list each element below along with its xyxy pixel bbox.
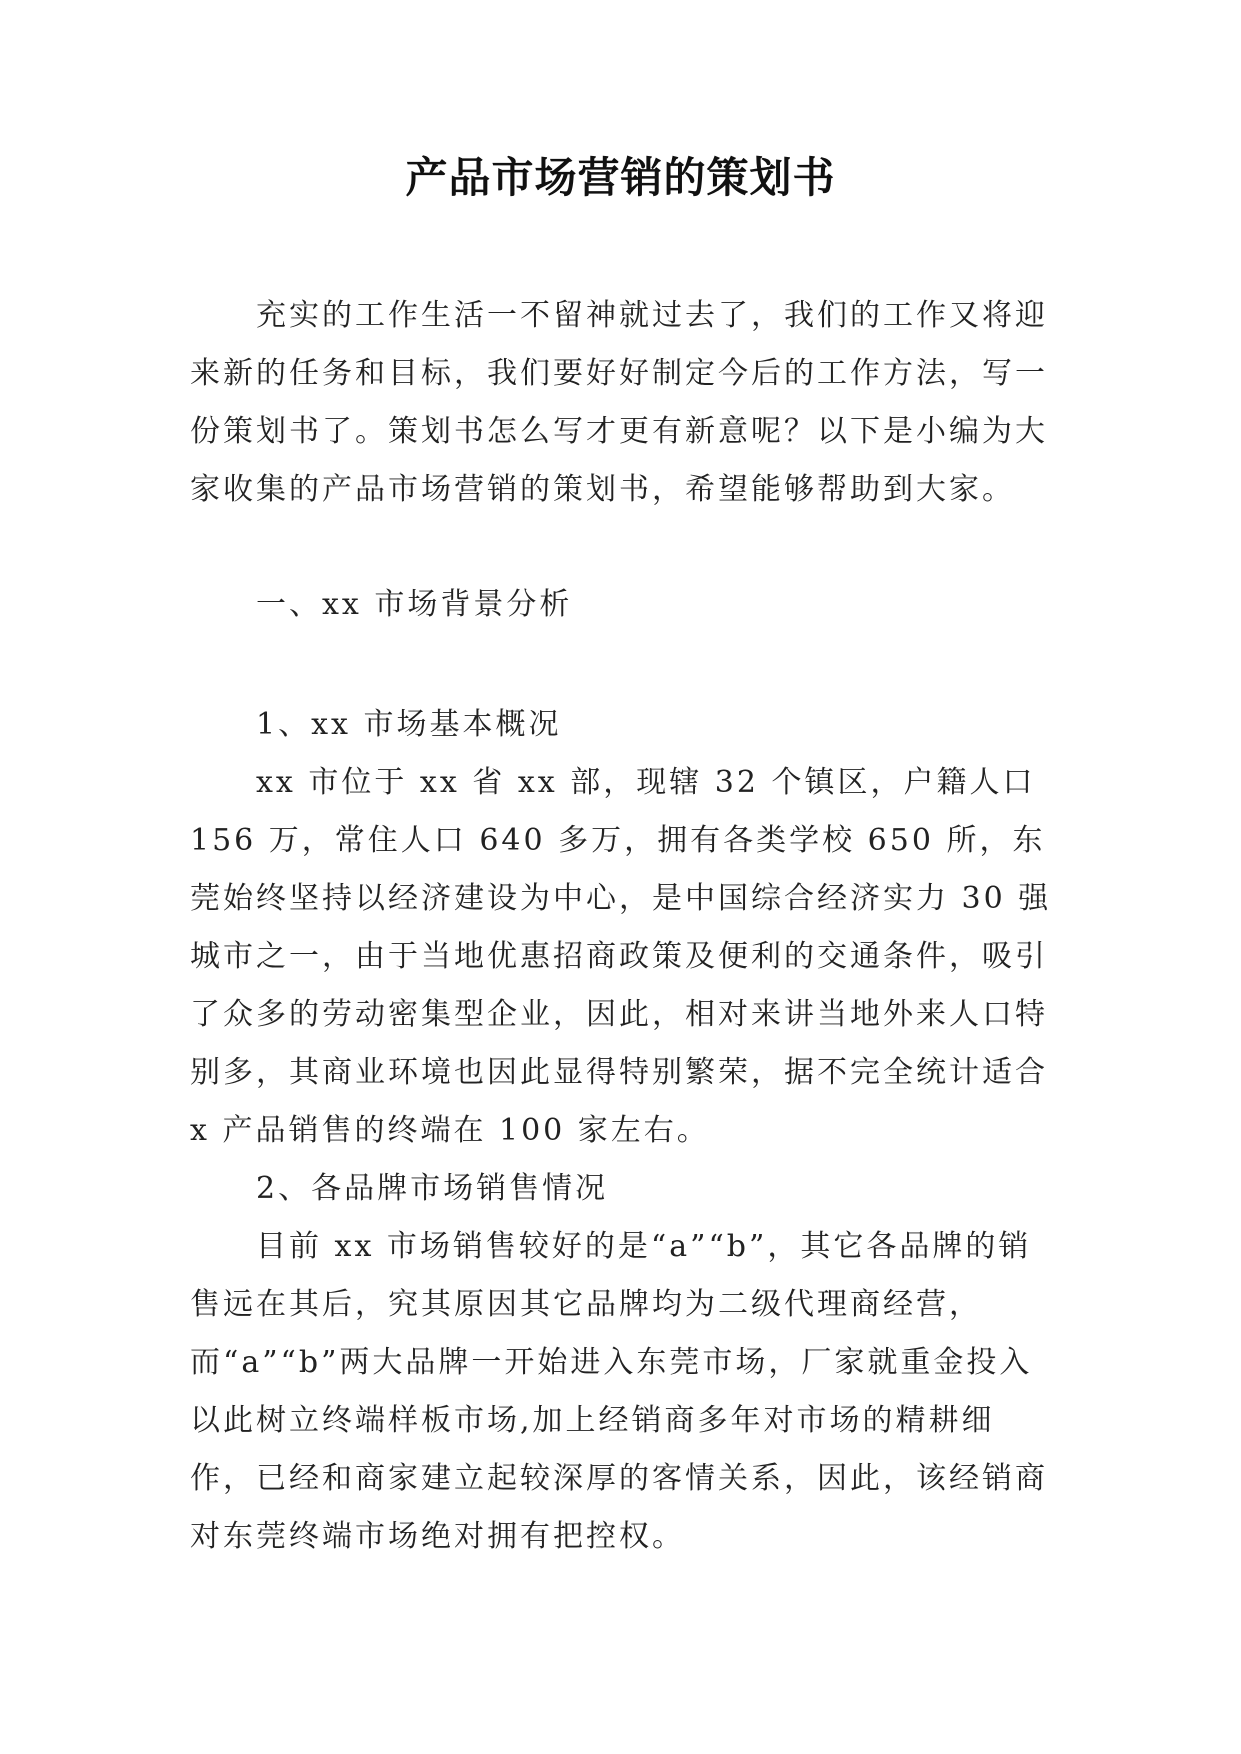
subsection-heading-2: 2、各品牌市场销售情况 xyxy=(256,1171,609,1206)
document-title: 产品市场营销的策划书 xyxy=(405,153,836,202)
subsection-heading-1: 1、xx 市场基本概况 xyxy=(256,707,562,742)
subsection-paragraph-2: 目前 xx 市场销售较好的是“a”“b”，其它各品牌的销售远在其后，究其原因其它品牌均为二级代理商经营，而“a”“b”两大品牌一开始进入东莞市场，厂家就重金投入以此树立终端样板市场,加上经销商多年对市场的精耕细作，已经和商家建立起较深厚的客情关系，因此，该经销商对东莞终端市场绝对拥有把控权。 xyxy=(190,1229,1048,1554)
subsection-paragraph-1: xx 市位于 xx 省 xx 部，现辖 32 个镇区，户籍人口 156 万，常住人口 640 多万，拥有各类学校 650 所，东莞始终坚持以经济建设为中心，是中国综合经济实力 30 强城市之一，由于当地优惠招商政策及便利的交通条件，吸引了众多的劳动密集型企业，因此，相对来讲当地外来人口特别多，其商业环境也因此显得特别繁荣，据不完全统计适合 x 产品销售的终端在 100 家左右。 xyxy=(190,765,1052,1148)
intro-paragraph: 充实的工作生活一不留神就过去了，我们的工作又将迎来新的任务和目标，我们要好好制定今后的工作方法，写一份策划书了。策划书怎么写才更有新意呢？以下是小编为大家收集的产品市场营销的策划书，希望能够帮助到大家。 xyxy=(190,298,1048,507)
section-heading-1: 一、xx 市场背景分析 xyxy=(256,587,573,622)
